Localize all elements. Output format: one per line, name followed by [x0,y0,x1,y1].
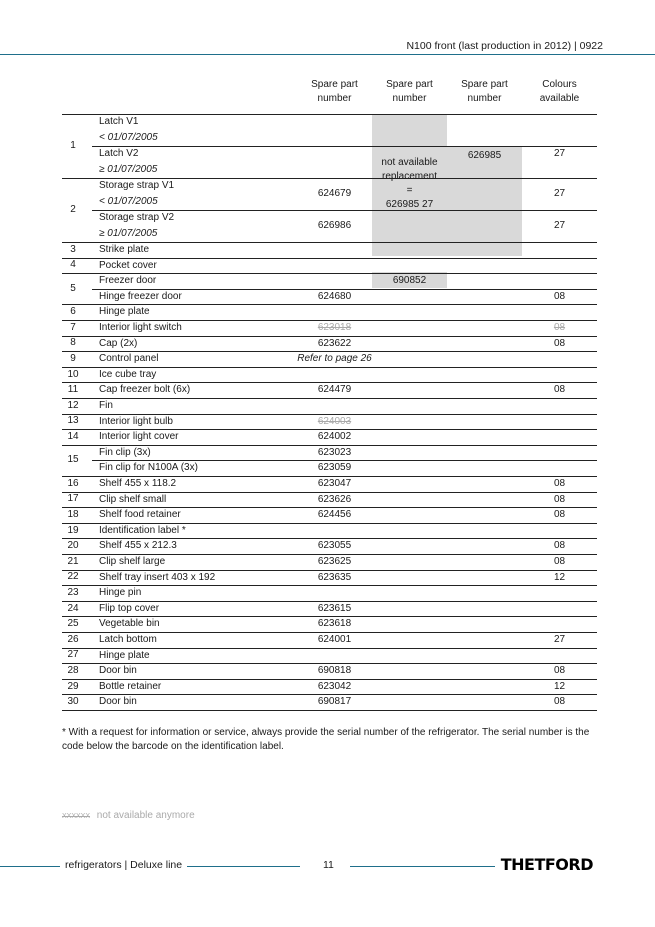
part-description: Fin clip (3x) [99,446,151,458]
spare-part-number: 623059 [317,462,352,474]
part-description: Door bin [99,696,137,708]
spare-part-number: 624002 [317,431,352,443]
row-number: 15 [67,454,79,466]
part-description: Interior light switch [99,322,182,333]
part-description: Clip shelf small [99,493,167,505]
part-description: Flip top cover [99,602,160,614]
colour-code: 08 [553,478,566,489]
spare-part-number: 623018 [317,322,352,333]
part-description: Strike plate [99,244,150,255]
row-number: 27 [67,649,79,661]
row-number: 6 [70,306,76,318]
spare-part-number: 624456 [317,509,352,521]
row-number: 1 [70,140,76,151]
colour-code: 08 [553,384,566,396]
part-description: Shelf food retainer [99,509,181,521]
colour-code: 27 [553,188,566,199]
part-description: Fin clip for N100A (3x) [99,462,198,474]
colour-code: 08 [553,322,566,333]
part-description: Interior light bulb [99,415,173,427]
spare-part-number: 623622 [317,337,352,349]
row-number: 17 [67,493,79,505]
colour-code: 12 [553,571,566,583]
row-number: 5 [70,282,76,294]
replacement-part-number: 626985 [467,150,502,161]
colour-code: 27 [553,634,566,645]
part-description: Bottle retainer [99,680,162,692]
part-description: Hinge freezer door [99,290,182,302]
part-description: Shelf tray insert 403 x 192 [99,571,216,583]
part-description: Latch bottom [99,634,157,645]
spare-part-number: 623055 [317,540,352,552]
row-number: 7 [70,321,76,333]
colour-code: 27 [553,148,566,159]
row-number: 4 [70,259,76,271]
part-description: Shelf 455 x 212.3 [99,540,177,552]
row-number: 10 [67,368,79,380]
date-range: < 01/07/2005 [99,196,158,207]
page-title: N100 front (last production in 2012) | 0922 [406,40,603,52]
part-description: Storage strap V1 [99,180,175,191]
footnote: * With a request for information or service, always provide the serial number of the refrigerator. The serial number is the code below the barcode on the identification label. [62,727,590,752]
column-header-spare-part-2: Spare part number [386,79,433,104]
date-range: ≥ 01/07/2005 [99,164,158,175]
part-description: Clip shelf large [99,556,166,567]
row-number: 18 [67,509,79,520]
part-description: Latch V2 [99,148,139,159]
replacement-note: not available replacement = 626985 27 [381,157,438,210]
part-description: Cap (2x) [99,337,138,349]
spare-part-number: 623625 [317,556,352,567]
column-header-spare-part: Spare part number [311,79,358,104]
spare-part-number: 690818 [317,665,352,677]
legend [62,810,195,821]
row-number: 11 [67,384,79,396]
row-number: 28 [67,665,79,676]
part-description: Interior light cover [99,431,179,443]
row-number: 21 [67,555,79,567]
row-divider [62,114,597,115]
thetford-logo: THETFORD [500,855,593,874]
row-number: 29 [67,680,79,692]
colour-code: 08 [553,290,566,302]
part-description: Hinge plate [99,649,150,661]
spare-part-number: 624679 [317,188,352,199]
spare-part-number: 623047 [317,478,352,489]
header-divider [0,54,655,55]
spare-part-number: 624001 [317,634,352,645]
part-description: Door bin [99,665,137,677]
legend-sample: XXXXXX [62,813,91,820]
date-range: < 01/07/2005 [99,132,158,143]
part-description: Pocket cover [99,259,157,271]
spare-part-number: 624003 [317,415,352,427]
colour-code: 08 [553,509,566,521]
footer-section: refrigerators | Deluxe line [60,859,187,871]
part-description: Latch V1 [99,116,139,127]
part-description: Storage strap V2 [99,212,175,223]
part-description: Cap freezer bolt (6x) [99,384,191,396]
date-range: ≥ 01/07/2005 [99,228,158,239]
spare-part-number: 623023 [317,446,352,458]
colour-code: 08 [553,540,566,552]
row-number: 25 [67,618,79,630]
row-number: 13 [67,415,79,427]
row-number: 14 [67,431,79,442]
part-description: Ice cube tray [99,368,157,380]
spare-part-number: 623615 [317,602,352,614]
row-number: 30 [67,696,79,708]
row-number: 26 [67,633,79,645]
row-number: 2 [70,204,76,215]
part-description: Hinge plate [99,306,150,318]
freezer-door-part-number: 690852 [392,275,427,286]
part-description: Identification label * [99,524,186,536]
spare-part-number: Refer to page 26 [297,353,372,365]
row-number: 22 [67,571,79,583]
colour-code: 08 [553,337,566,349]
legend-text: not available anymore [96,810,195,821]
colour-code: 12 [553,680,566,692]
part-description: Control panel [99,353,159,365]
spare-part-number: 623626 [317,493,352,505]
colour-code: 08 [553,493,566,505]
part-description: Hinge pin [99,587,142,599]
spare-part-number: 624479 [317,384,352,396]
spare-part-number: 690817 [317,696,352,708]
row-divider [62,398,597,399]
spare-part-number: 626986 [317,220,352,231]
row-number: 20 [67,540,79,552]
row-number: 23 [67,587,79,598]
row-number: 19 [67,524,79,536]
spare-part-number: 623635 [317,571,352,583]
part-description: Fin [99,400,113,411]
part-description: Freezer door [99,275,157,287]
row-number: 9 [70,353,76,364]
row-number: 12 [67,399,79,411]
page-number: 11 [318,859,339,871]
part-description: Shelf 455 x 118.2 [99,478,177,489]
row-number: 24 [67,602,79,614]
row-number: 8 [70,337,76,349]
column-header-colours: Colours available [539,79,580,104]
colour-code: 08 [553,556,566,567]
colour-code: 08 [553,665,566,677]
row-divider [62,710,597,711]
row-number: 16 [67,477,79,489]
spare-part-number: 623042 [317,680,352,692]
part-description: Vegetable bin [99,618,160,630]
colour-code: 08 [553,696,566,708]
row-divider [62,585,597,586]
footer-divider-right [350,866,495,867]
row-number: 3 [70,243,76,255]
column-header-spare-part-3: Spare part number [461,79,508,104]
spare-part-number: 623618 [317,618,352,630]
colour-code: 27 [553,220,566,231]
spare-part-number: 624680 [317,290,352,302]
